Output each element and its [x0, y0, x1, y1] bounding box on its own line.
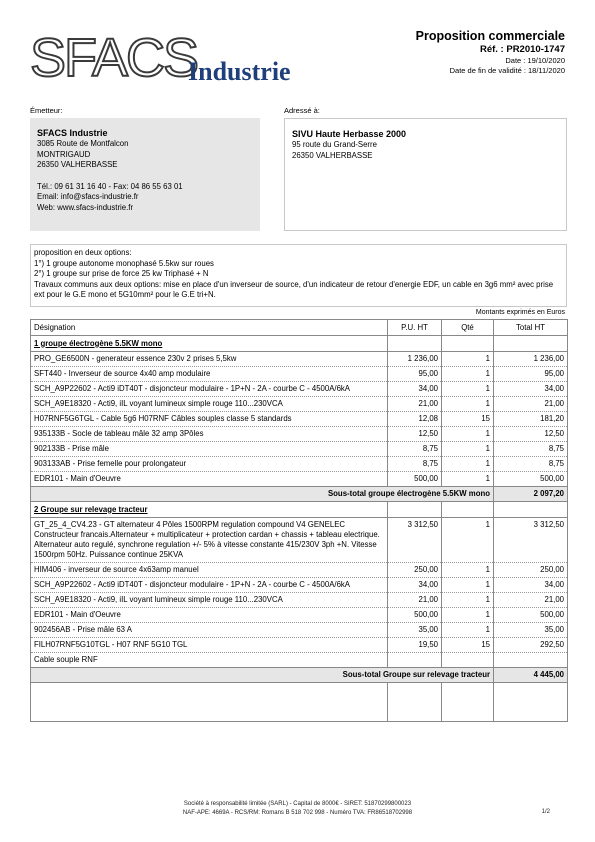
subtotal-row: [31, 668, 568, 683]
item-unit-price: 1 236,00: [388, 352, 442, 367]
empty-cell: [494, 683, 568, 722]
item-total: 500,00: [494, 608, 568, 623]
item-quantity: 1: [442, 472, 494, 487]
table-row: [31, 638, 568, 653]
item-designation: H07RNF5G6TGL - Cable 5g6 H07RNF Câbles souples classe 5 standards: [31, 412, 388, 427]
item-designation: SCH_A9P22602 - Acti9 iDT40T - disjoncteur modulaire - 1P+N - 2A - courbe C - 4500A/6kA: [31, 578, 388, 593]
item-designation: Cable souple RNF: [31, 653, 388, 668]
emitter-address: 3085 Route de Montfalcon: [37, 139, 129, 148]
table-row: [31, 593, 568, 608]
item-designation: 902133B - Prise mâle: [31, 442, 388, 457]
item-unit-price: 95,00: [388, 367, 442, 382]
empty-cell: [494, 502, 568, 518]
item-quantity: 1: [442, 352, 494, 367]
item-designation: SCH_A9E18320 - Acti9, iIL voyant lumineux simple rouge 110...230VCA: [31, 397, 388, 412]
item-unit-price: 12,50: [388, 427, 442, 442]
page-number: 1/2: [541, 809, 550, 815]
item-designation: SFT440 - Inverseur de source 4x40 amp modulaire: [31, 367, 388, 382]
item-unit-price: 21,00: [388, 593, 442, 608]
table-row: [31, 623, 568, 638]
item-quantity: 1: [442, 623, 494, 638]
item-total: 1 236,00: [494, 352, 568, 367]
empty-cell: [442, 502, 494, 518]
item-designation: EDR101 - Main d'Oeuvre: [31, 472, 388, 487]
item-designation: HIM406 - inverseur de source 4x63amp manuel: [31, 563, 388, 578]
item-quantity: 1: [442, 382, 494, 397]
category-row: [31, 502, 568, 518]
item-unit-price: 500,00: [388, 472, 442, 487]
item-designation: 935133B - Socle de tableau mâle 32 amp 3Pôles: [31, 427, 388, 442]
subtotal-row: [31, 487, 568, 502]
header-designation: Désignation: [31, 320, 388, 336]
item-quantity: 1: [442, 442, 494, 457]
subtotal-amount: 4 445,00: [494, 668, 568, 683]
item-total: 250,00: [494, 563, 568, 578]
emitter-web: Web: www.sfacs-industrie.fr: [37, 202, 134, 212]
table-row: [31, 352, 568, 367]
subtotal-amount: 2 097,20: [494, 487, 568, 502]
table-row: [31, 578, 568, 593]
proposal-notes: [30, 244, 567, 307]
item-quantity: 15: [442, 638, 494, 653]
item-quantity: 1: [442, 608, 494, 623]
emitter-city: MONTRIGAUD: [37, 149, 91, 159]
table-row: [31, 367, 568, 382]
item-total: 34,00: [494, 578, 568, 593]
item-unit-price: 500,00: [388, 608, 442, 623]
item-total: [494, 653, 568, 668]
category-title: 2 Groupe sur relevage tracteur: [31, 502, 388, 518]
table-header-row: [31, 320, 568, 336]
item-unit-price: [388, 653, 442, 668]
recipient-address: 95 route du Grand-Serre: [292, 140, 377, 149]
category-title: 1 groupe électrogène 5.5KW mono: [31, 336, 388, 352]
emitter-zip-city: 26350 VALHERBASSE: [37, 160, 118, 169]
item-quantity: 1: [442, 427, 494, 442]
table-row: [31, 427, 568, 442]
table-row: [31, 457, 568, 472]
category-row: [31, 336, 568, 352]
item-unit-price: 3 312,50: [388, 518, 442, 563]
item-total: 35,00: [494, 623, 568, 638]
header-unit-price: P.U. HT: [388, 320, 442, 336]
item-designation: GT_25_4_CV4.23 - GT alternateur 4 Pôles 1500RPM regulation compound V4 GENELEC Constructeur francais.Alternateur + multiplicateur + protection cardan + chassis + tableau electrique. Alternateur auto regulé, synchrone regulation +/- 5% à vitesse constante 415/230V 3ph +N. Vitesse 1500rpm 50Hz. Puissance continue 25KVA: [31, 518, 388, 563]
item-unit-price: 8,75: [388, 442, 442, 457]
emitter-email: Email: info@sfacs-industrie.fr: [37, 192, 139, 201]
item-designation: FILH07RNF5G10TGL - H07 RNF 5G10 TGL: [31, 638, 388, 653]
table-row: [31, 397, 568, 412]
item-total: 181,20: [494, 412, 568, 427]
amounts-currency-note: Montants exprimés en Euros: [475, 309, 565, 316]
item-designation: PRO_GE6500N - generateur essence 230v 2 prises 5,5kw: [31, 352, 388, 367]
table-row: [31, 412, 568, 427]
item-unit-price: 12,08: [388, 412, 442, 427]
item-quantity: 1: [442, 563, 494, 578]
item-unit-price: 19,50: [388, 638, 442, 653]
empty-cell: [388, 502, 442, 518]
recipient-block: [284, 118, 567, 231]
item-total: 95,00: [494, 367, 568, 382]
note-line: Travaux communs aux deux options: mise en place d'un inverseur de source, d'un indicateur de retour d'energie EDF, un cable en 3g6 mm² avec prise ext pour le G.E mono et 5G10mm² pour le G.E tri+N.: [34, 279, 554, 299]
company-logo: [30, 34, 320, 90]
item-quantity: 1: [442, 367, 494, 382]
item-designation: SCH_A9P22602 - Acti9 iDT40T - disjoncteur modulaire - 1P+N - 2A - courbe C - 4500A/6kA: [31, 382, 388, 397]
subtotal-label: Sous-total Groupe sur relevage tracteur: [31, 668, 494, 683]
svg-text:SFACS: SFACS: [30, 34, 198, 88]
table-row: [31, 563, 568, 578]
item-unit-price: 250,00: [388, 563, 442, 578]
header-total: Total HT: [494, 320, 568, 336]
empty-cell: [442, 336, 494, 352]
item-quantity: 1: [442, 457, 494, 472]
emitter-block: [30, 118, 260, 231]
emitter-phone: Tél.: 09 61 31 16 40 - Fax: 04 86 55 63 01: [37, 181, 183, 191]
recipient-zip-city: 26350 VALHERBASSE: [292, 150, 373, 160]
item-total: 21,00: [494, 397, 568, 412]
footer-line-2: NAF-APE: 4669A - RCS/RM: Romans B 518 702 998 - Numéro TVA: FR86518702998: [182, 810, 413, 816]
item-total: 8,75: [494, 457, 568, 472]
items-table-body: [31, 336, 568, 722]
empty-cell: [494, 336, 568, 352]
emitter-label: Émetteur:: [30, 106, 63, 115]
item-unit-price: 34,00: [388, 578, 442, 593]
table-row: [31, 608, 568, 623]
item-unit-price: 34,00: [388, 382, 442, 397]
recipient-name: SIVU Haute Herbasse 2000: [292, 129, 407, 139]
note-line: 2°) 1 groupe sur prise de force 25 kw Triphasé + N: [34, 269, 209, 278]
item-total: 34,00: [494, 382, 568, 397]
table-row: [31, 382, 568, 397]
items-table: [30, 319, 568, 722]
validity-date: Date de fin de validité : 18/11/2020: [449, 66, 565, 75]
empty-row: [31, 683, 568, 722]
table-row: [31, 518, 568, 563]
footer-line-1: Société à responsabilité limitée (SARL) - Capital de 8000€ - SIRET: 51870299800023: [183, 801, 412, 807]
document-header: [416, 29, 565, 76]
item-total: 21,00: [494, 593, 568, 608]
recipient-label: Adressé à:: [284, 106, 320, 115]
table-row: [31, 653, 568, 668]
item-designation: 903133AB - Prise femelle pour prolongateur: [31, 457, 388, 472]
note-line: proposition en deux options:: [34, 248, 132, 257]
item-unit-price: 35,00: [388, 623, 442, 638]
item-total: 3 312,50: [494, 518, 568, 563]
subtotal-label: Sous-total groupe électrogène 5.5KW mono: [31, 487, 494, 502]
document-reference: Réf. : PR2010-1747: [479, 44, 565, 55]
item-total: 500,00: [494, 472, 568, 487]
table-row: [31, 472, 568, 487]
svg-text:Industrie: Industrie: [188, 57, 291, 86]
item-total: 8,75: [494, 442, 568, 457]
item-designation: EDR101 - Main d'Oeuvre: [31, 608, 388, 623]
empty-cell: [442, 683, 494, 722]
header-quantity: Qté: [442, 320, 494, 336]
item-unit-price: 21,00: [388, 397, 442, 412]
empty-cell: [388, 683, 442, 722]
legal-footer: [0, 800, 595, 818]
table-row: [31, 442, 568, 457]
item-quantity: 15: [442, 412, 494, 427]
empty-cell: [388, 336, 442, 352]
item-quantity: 1: [442, 578, 494, 593]
item-quantity: 1: [442, 593, 494, 608]
item-unit-price: 8,75: [388, 457, 442, 472]
document-title: Proposition commerciale: [415, 29, 565, 43]
item-quantity: [442, 653, 494, 668]
item-total: 292,50: [494, 638, 568, 653]
empty-cell: [31, 683, 388, 722]
item-total: 12,50: [494, 427, 568, 442]
item-designation: 902456AB - Prise mâle 63 A: [31, 623, 388, 638]
item-quantity: 1: [442, 397, 494, 412]
item-designation: SCH_A9E18320 - Acti9, iIL voyant lumineux simple rouge 110...230VCA: [31, 593, 388, 608]
document-date: Date : 19/10/2020: [505, 56, 565, 65]
item-quantity: 1: [442, 518, 494, 563]
emitter-name: SFACS Industrie: [37, 128, 108, 138]
note-line: 1°) 1 groupe autonome monophasé 5.5kw sur roues: [34, 258, 214, 268]
